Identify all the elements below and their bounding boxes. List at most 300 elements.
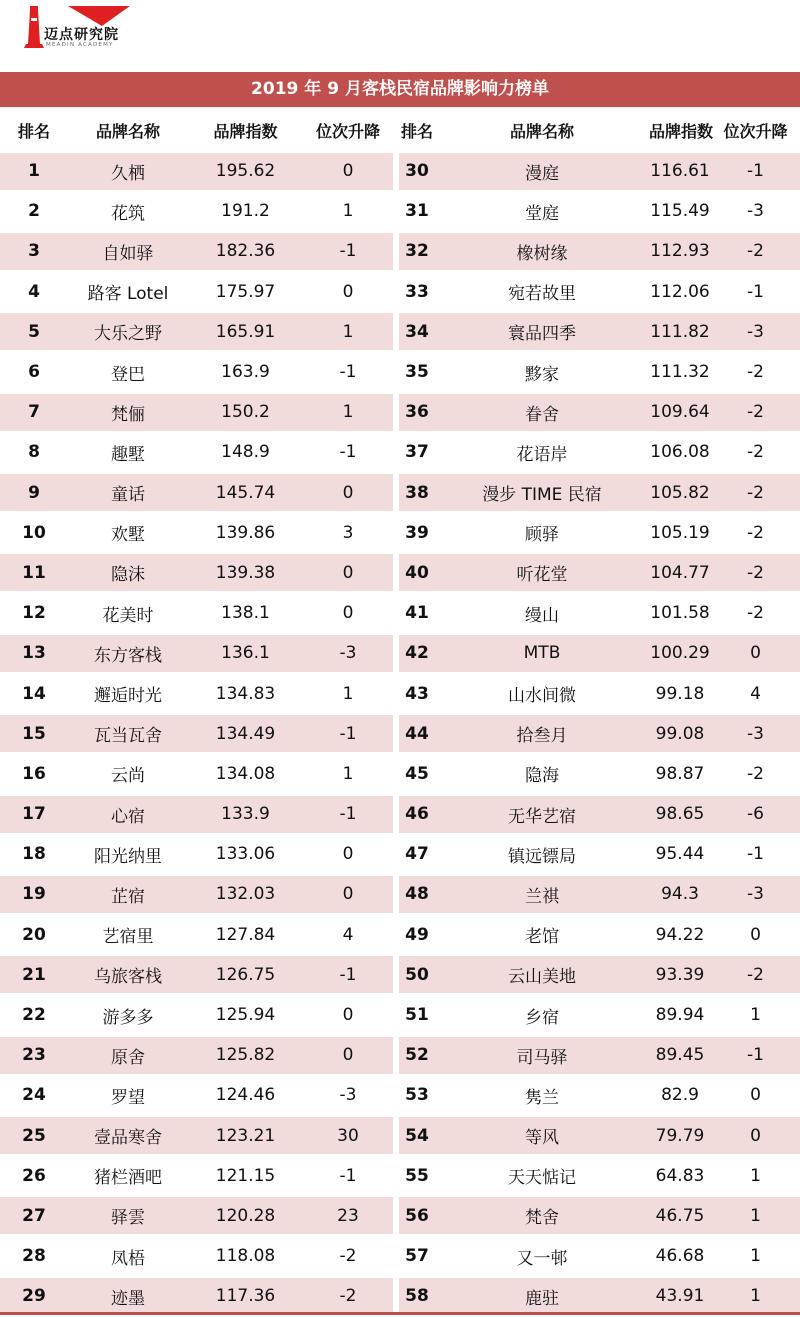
right-entry [399, 514, 800, 551]
table-row [0, 392, 800, 432]
rank-change-cell: -2 [747, 442, 764, 463]
brand-index-cell: 111.82 [650, 321, 710, 342]
rank-change-cell: 1 [750, 1005, 761, 1026]
right-entry [399, 193, 800, 230]
rank-cell: 46 [405, 804, 429, 825]
rank-cell: 31 [405, 201, 429, 222]
rank-cell: 52 [405, 1045, 429, 1066]
table-row [0, 473, 800, 513]
rank-cell: 22 [22, 1005, 46, 1026]
left-entry [0, 354, 393, 391]
rank-change-cell: -1 [339, 804, 357, 825]
rank-cell: 43 [405, 683, 429, 704]
header-name: 品牌名称 [95, 121, 160, 141]
brand-name-cell: 凤梧 [111, 1248, 145, 1269]
right-entry [399, 876, 800, 913]
table-row [0, 794, 800, 834]
header-rank: 排名 [400, 121, 433, 141]
brand-name-cell: 天天惦记 [508, 1168, 576, 1189]
brand-name-cell: 镇远镖局 [508, 846, 576, 867]
rank-change-cell: 0 [342, 844, 354, 865]
right-entry [399, 554, 800, 591]
left-entry [0, 313, 393, 350]
rank-change-cell: 0 [342, 1005, 354, 1026]
right-entry [399, 474, 800, 511]
brand-name-cell: 猪栏酒吧 [94, 1168, 162, 1189]
rank-change-cell: 0 [342, 482, 354, 503]
brand-index-cell: 125.94 [215, 1005, 276, 1026]
brand-index-cell: 111.32 [650, 362, 710, 383]
rank-cell: 8 [28, 442, 40, 463]
right-entry [399, 796, 800, 833]
rank-cell: 16 [22, 763, 46, 784]
left-entry [0, 273, 393, 310]
left-entry [0, 956, 393, 993]
brand-index-cell: 94.3 [661, 884, 699, 905]
brand-index-cell: 120.28 [215, 1205, 276, 1226]
rank-cell: 39 [405, 522, 429, 543]
header-rank: 排名 [17, 121, 50, 141]
rank-cell: 18 [22, 844, 46, 865]
rank-cell: 19 [22, 884, 46, 905]
left-entry [0, 1157, 393, 1194]
bottom-divider [0, 1312, 800, 1315]
rank-cell: 27 [22, 1205, 46, 1226]
rank-change-cell: 30 [337, 1125, 359, 1146]
left-entry [0, 474, 393, 511]
brand-index-cell: 105.19 [650, 522, 710, 543]
table-row [0, 955, 800, 995]
rank-change-cell: 3 [342, 522, 354, 543]
rank-cell: 48 [405, 884, 429, 905]
brand-index-cell: 148.9 [221, 442, 270, 463]
brand-index-cell: 46.68 [655, 1246, 705, 1267]
brand-index-cell: 191.2 [221, 201, 270, 222]
right-entry [399, 354, 800, 391]
table-row [0, 633, 800, 673]
brand-name-cell: 云尚 [111, 766, 145, 787]
rank-change-cell: -1 [339, 964, 357, 985]
brand-name-cell: 欢墅 [111, 525, 145, 546]
rank-change-cell: -2 [747, 603, 764, 624]
header-change: 位次升降 [723, 121, 788, 141]
brand-index-cell: 98.87 [655, 763, 705, 784]
left-entry [0, 554, 393, 591]
table-header [0, 109, 800, 151]
left-entry [0, 595, 393, 632]
left-entry [0, 153, 393, 190]
table-row [0, 593, 800, 633]
brand-name-cell: 东方客栈 [94, 645, 162, 666]
rank-change-cell: -2 [747, 362, 764, 383]
logo-subtitle: MEADIN ACADEMY [46, 42, 114, 48]
left-entry [0, 675, 393, 712]
header-name: 品牌名称 [509, 121, 574, 141]
rank-change-cell: 1 [342, 321, 354, 342]
rank-change-cell: 4 [342, 924, 354, 945]
brand-name-cell: 堂庭 [525, 203, 559, 224]
brand-name-cell: 驿雲 [111, 1208, 145, 1229]
table-row [0, 754, 800, 794]
rank-cell: 4 [28, 281, 40, 302]
header-change: 位次升降 [315, 121, 380, 141]
brand-index-cell: 89.94 [655, 1005, 705, 1026]
brand-name-cell: 芷宿 [111, 886, 145, 907]
right-entry [399, 1157, 800, 1194]
rank-cell: 6 [28, 362, 40, 383]
rank-cell: 30 [405, 161, 429, 182]
brand-index-cell: 93.39 [655, 964, 705, 985]
rank-cell: 38 [405, 482, 429, 503]
rank-cell: 55 [405, 1165, 429, 1186]
rank-change-cell: 1 [342, 402, 354, 423]
rank-cell: 7 [28, 402, 40, 423]
rank-cell: 10 [22, 522, 46, 543]
brand-index-cell: 115.49 [650, 201, 710, 222]
right-entry [399, 1278, 800, 1315]
rank-change-cell: -1 [747, 281, 764, 302]
left-entry [0, 1117, 393, 1154]
rank-cell: 28 [22, 1246, 46, 1267]
brand-name-cell: 隐沫 [111, 565, 145, 586]
rank-cell: 2 [28, 201, 40, 222]
brand-index-cell: 64.83 [655, 1165, 705, 1186]
brand-name-cell: 梵舍 [525, 1208, 559, 1229]
left-entry [0, 635, 393, 672]
brand-index-cell: 94.22 [655, 924, 705, 945]
rank-cell: 41 [405, 603, 429, 624]
brand-index-cell: 104.77 [650, 562, 710, 583]
brand-index-cell: 163.9 [221, 362, 270, 383]
left-entry [0, 1197, 393, 1234]
right-entry [399, 595, 800, 632]
rank-cell: 21 [22, 964, 46, 985]
brand-index-cell: 43.91 [655, 1286, 705, 1307]
rank-change-cell: -2 [747, 562, 764, 583]
brand-name-cell: 黟家 [525, 364, 559, 385]
rank-cell: 44 [405, 723, 429, 744]
logo-name: 迈点研究院 [44, 27, 119, 43]
rank-change-cell: 0 [750, 924, 761, 945]
rank-change-cell: 1 [750, 1286, 761, 1307]
brand-name-cell: 云山美地 [508, 967, 576, 988]
rank-change-cell: -2 [747, 402, 764, 423]
brand-name-cell: 罗望 [111, 1087, 145, 1108]
brand-name-cell: 拾叁月 [516, 726, 568, 747]
brand-name-cell: 趣墅 [111, 444, 145, 465]
brand-name-cell: 宛若故里 [508, 284, 576, 305]
right-entry [399, 1037, 800, 1074]
header-index: 品牌指数 [213, 121, 278, 141]
rank-cell: 13 [22, 643, 46, 664]
brand-name-cell: 眷舍 [525, 404, 559, 425]
rank-change-cell: -1 [339, 241, 357, 262]
rank-change-cell: 0 [342, 1045, 354, 1066]
brand-name-cell: 漫庭 [525, 163, 559, 184]
brand-name-cell: 登巴 [111, 364, 145, 385]
rank-change-cell: 0 [342, 562, 354, 583]
brand-index-cell: 127.84 [215, 924, 276, 945]
table-row [0, 151, 800, 191]
brand-name-cell: 漫步 TIME 民宿 [482, 485, 602, 506]
left-entry [0, 876, 393, 913]
right-entry [399, 153, 800, 190]
table-row [0, 874, 800, 914]
rank-change-cell: -1 [747, 1045, 764, 1066]
brand-index-cell: 123.21 [215, 1125, 276, 1146]
rank-change-cell: -1 [339, 723, 357, 744]
rank-change-cell: 0 [342, 603, 354, 624]
table-row [0, 272, 800, 312]
brand-name-cell: 山水间微 [508, 686, 576, 707]
rank-cell: 33 [405, 281, 429, 302]
rank-change-cell: -3 [747, 321, 764, 342]
rank-cell: 42 [405, 643, 429, 664]
rank-cell: 47 [405, 844, 429, 865]
brand-name-cell: 瓦当瓦舍 [94, 726, 162, 747]
rank-change-cell: -2 [747, 522, 764, 543]
left-entry [0, 193, 393, 230]
rank-change-cell: -2 [339, 1246, 357, 1267]
brand-name-cell: 花语岸 [516, 444, 568, 465]
brand-name-cell: 兰祺 [525, 886, 559, 907]
page-title: 2019 年 9 月客栈民宿品牌影响力榜单 [0, 72, 800, 107]
rank-change-cell: 1 [342, 763, 354, 784]
rank-cell: 14 [22, 683, 46, 704]
left-entry [0, 836, 393, 873]
rank-cell: 34 [405, 321, 429, 342]
brand-name-cell: 花筑 [111, 203, 145, 224]
rank-cell: 45 [405, 763, 429, 784]
rank-change-cell: -1 [339, 362, 357, 383]
right-entry [399, 956, 800, 993]
rank-change-cell: -3 [747, 884, 764, 905]
rank-change-cell: -6 [747, 804, 764, 825]
brand-index-cell: 138.1 [221, 603, 270, 624]
table-row [0, 352, 800, 392]
rank-change-cell: -1 [747, 844, 764, 865]
table-row [0, 673, 800, 713]
right-entry [399, 313, 800, 350]
brand-index-cell: 109.64 [650, 402, 710, 423]
table-row [0, 191, 800, 231]
table-row [0, 995, 800, 1035]
rank-cell: 15 [22, 723, 46, 744]
brand-index-cell: 136.1 [221, 643, 270, 664]
right-entry [399, 233, 800, 270]
rank-change-cell: -1 [339, 442, 357, 463]
rank-change-cell: 4 [750, 683, 761, 704]
brand-index-cell: 112.06 [650, 281, 710, 302]
ranking-table [0, 109, 800, 1316]
rank-change-cell: 1 [342, 683, 354, 704]
rank-cell: 50 [405, 964, 429, 985]
brand-name-cell: 等风 [525, 1128, 559, 1149]
rank-change-cell: -2 [747, 964, 764, 985]
right-entry [399, 836, 800, 873]
rank-cell: 35 [405, 362, 429, 383]
right-entry [399, 916, 800, 953]
right-entry [399, 755, 800, 792]
left-entry [0, 796, 393, 833]
rank-change-cell: -3 [747, 201, 764, 222]
table-row [0, 1075, 800, 1115]
brand-name-cell: 乌旅客栈 [94, 967, 162, 988]
brand-index-cell: 106.08 [650, 442, 710, 463]
left-entry [0, 1037, 393, 1074]
right-entry [399, 273, 800, 310]
table-row [0, 513, 800, 553]
right-entry [399, 997, 800, 1034]
rank-change-cell: 0 [342, 281, 354, 302]
brand-name-cell: 路客 Lotel [87, 284, 169, 305]
brand-index-cell: 134.08 [215, 763, 276, 784]
brand-name-cell: 壹品寒舍 [94, 1128, 162, 1149]
table-row [0, 834, 800, 874]
brand-name-cell: 游多多 [102, 1007, 154, 1028]
brand-index-cell: 79.79 [655, 1125, 705, 1146]
brand-name-cell: 无华艺宿 [508, 806, 576, 827]
rank-cell: 1 [28, 161, 40, 182]
right-entry [399, 394, 800, 431]
brand-name-cell: 司马驿 [516, 1047, 568, 1068]
right-entry [399, 675, 800, 712]
table-row [0, 1156, 800, 1196]
rank-change-cell: -2 [747, 241, 764, 262]
rank-change-cell: 1 [750, 1205, 761, 1226]
header-index: 品牌指数 [649, 121, 714, 141]
logo [20, 4, 140, 54]
brand-name-cell: 童话 [111, 485, 145, 506]
left-entry [0, 997, 393, 1034]
brand-index-cell: 124.46 [215, 1085, 276, 1106]
brand-index-cell: 195.62 [215, 161, 276, 182]
brand-index-cell: 101.58 [650, 603, 710, 624]
brand-index-cell: 175.97 [215, 281, 276, 302]
right-entry [399, 715, 800, 752]
brand-index-cell: 117.36 [215, 1286, 276, 1307]
left-entry [0, 1238, 393, 1275]
table-row [0, 432, 800, 472]
rank-cell: 3 [28, 241, 40, 262]
brand-index-cell: 145.74 [215, 482, 276, 503]
rank-change-cell: 0 [750, 643, 761, 664]
brand-name-cell: 心宿 [111, 806, 145, 827]
right-entry [399, 635, 800, 672]
brand-name-cell: 又一邨 [516, 1248, 568, 1269]
brand-index-cell: 98.65 [655, 804, 705, 825]
brand-name-cell: 阳光纳里 [94, 846, 162, 867]
table-row [0, 1035, 800, 1075]
left-entry [0, 1278, 393, 1315]
rank-change-cell: 23 [337, 1205, 359, 1226]
brand-name-cell: 隐海 [525, 766, 559, 787]
brand-index-cell: 139.38 [215, 562, 276, 583]
rank-change-cell: -3 [339, 1085, 357, 1106]
brand-index-cell: 46.75 [655, 1205, 705, 1226]
brand-name-cell: 乡宿 [525, 1007, 559, 1028]
table-row [0, 1276, 800, 1316]
brand-index-cell: 95.44 [655, 844, 705, 865]
brand-name-cell: 梵俪 [111, 404, 145, 425]
brand-index-cell: 82.9 [661, 1085, 699, 1106]
brand-name-cell: 寰品四季 [508, 324, 576, 345]
table-row [0, 1116, 800, 1156]
brand-index-cell: 112.93 [650, 241, 710, 262]
rank-change-cell: 1 [750, 1165, 761, 1186]
brand-index-cell: 126.75 [215, 964, 276, 985]
brand-name-cell: 邂逅时光 [94, 686, 162, 707]
rank-change-cell: 1 [750, 1246, 761, 1267]
rank-cell: 9 [28, 482, 40, 503]
brand-name-cell: 老馆 [525, 927, 559, 948]
brand-index-cell: 133.06 [215, 844, 276, 865]
rank-change-cell: 1 [342, 201, 354, 222]
rank-cell: 49 [405, 924, 429, 945]
rank-change-cell: 0 [750, 1125, 761, 1146]
rank-cell: 40 [405, 562, 429, 583]
rank-cell: 58 [405, 1286, 429, 1307]
brand-name-cell: 橡树缘 [516, 243, 568, 264]
brand-index-cell: 139.86 [215, 522, 276, 543]
right-entry [399, 1077, 800, 1114]
rank-change-cell: -2 [747, 763, 764, 784]
table-row [0, 553, 800, 593]
rank-cell: 5 [28, 321, 40, 342]
rank-change-cell: -1 [339, 1165, 357, 1186]
rank-cell: 25 [22, 1125, 46, 1146]
left-entry [0, 514, 393, 551]
rank-cell: 56 [405, 1205, 429, 1226]
rank-cell: 26 [22, 1165, 46, 1186]
brand-name-cell: 自如驿 [102, 243, 154, 264]
brand-index-cell: 89.45 [655, 1045, 705, 1066]
rank-cell: 32 [405, 241, 429, 262]
left-entry [0, 233, 393, 270]
rank-cell: 11 [22, 562, 46, 583]
brand-index-cell: 118.08 [215, 1246, 276, 1267]
left-entry [0, 434, 393, 471]
table-row [0, 1236, 800, 1276]
right-entry [399, 1117, 800, 1154]
brand-name-cell: 顾驿 [525, 525, 559, 546]
table-row [0, 1196, 800, 1236]
rank-cell: 12 [22, 603, 46, 624]
brand-index-cell: 165.91 [215, 321, 276, 342]
rank-cell: 36 [405, 402, 429, 423]
brand-name-cell: 鹿驻 [525, 1288, 559, 1309]
brand-name-cell: 大乐之野 [94, 324, 162, 345]
brand-index-cell: 133.9 [221, 804, 270, 825]
brand-name-cell: 听花堂 [516, 565, 568, 586]
rank-cell: 51 [405, 1005, 429, 1026]
right-entry [399, 1197, 800, 1234]
rank-change-cell: -1 [747, 161, 764, 182]
brand-index-cell: 134.83 [215, 683, 276, 704]
rank-change-cell: -3 [747, 723, 764, 744]
table-row [0, 714, 800, 754]
left-entry [0, 715, 393, 752]
brand-index-cell: 132.03 [215, 884, 276, 905]
brand-name-cell: 艺宿里 [102, 927, 154, 948]
left-entry [0, 755, 393, 792]
brand-index-cell: 182.36 [215, 241, 276, 262]
brand-index-cell: 99.18 [655, 683, 705, 704]
brand-name-cell: 缦山 [525, 605, 559, 626]
rank-cell: 54 [405, 1125, 429, 1146]
brand-name-cell: 原舍 [111, 1047, 145, 1068]
rank-cell: 57 [405, 1246, 429, 1267]
